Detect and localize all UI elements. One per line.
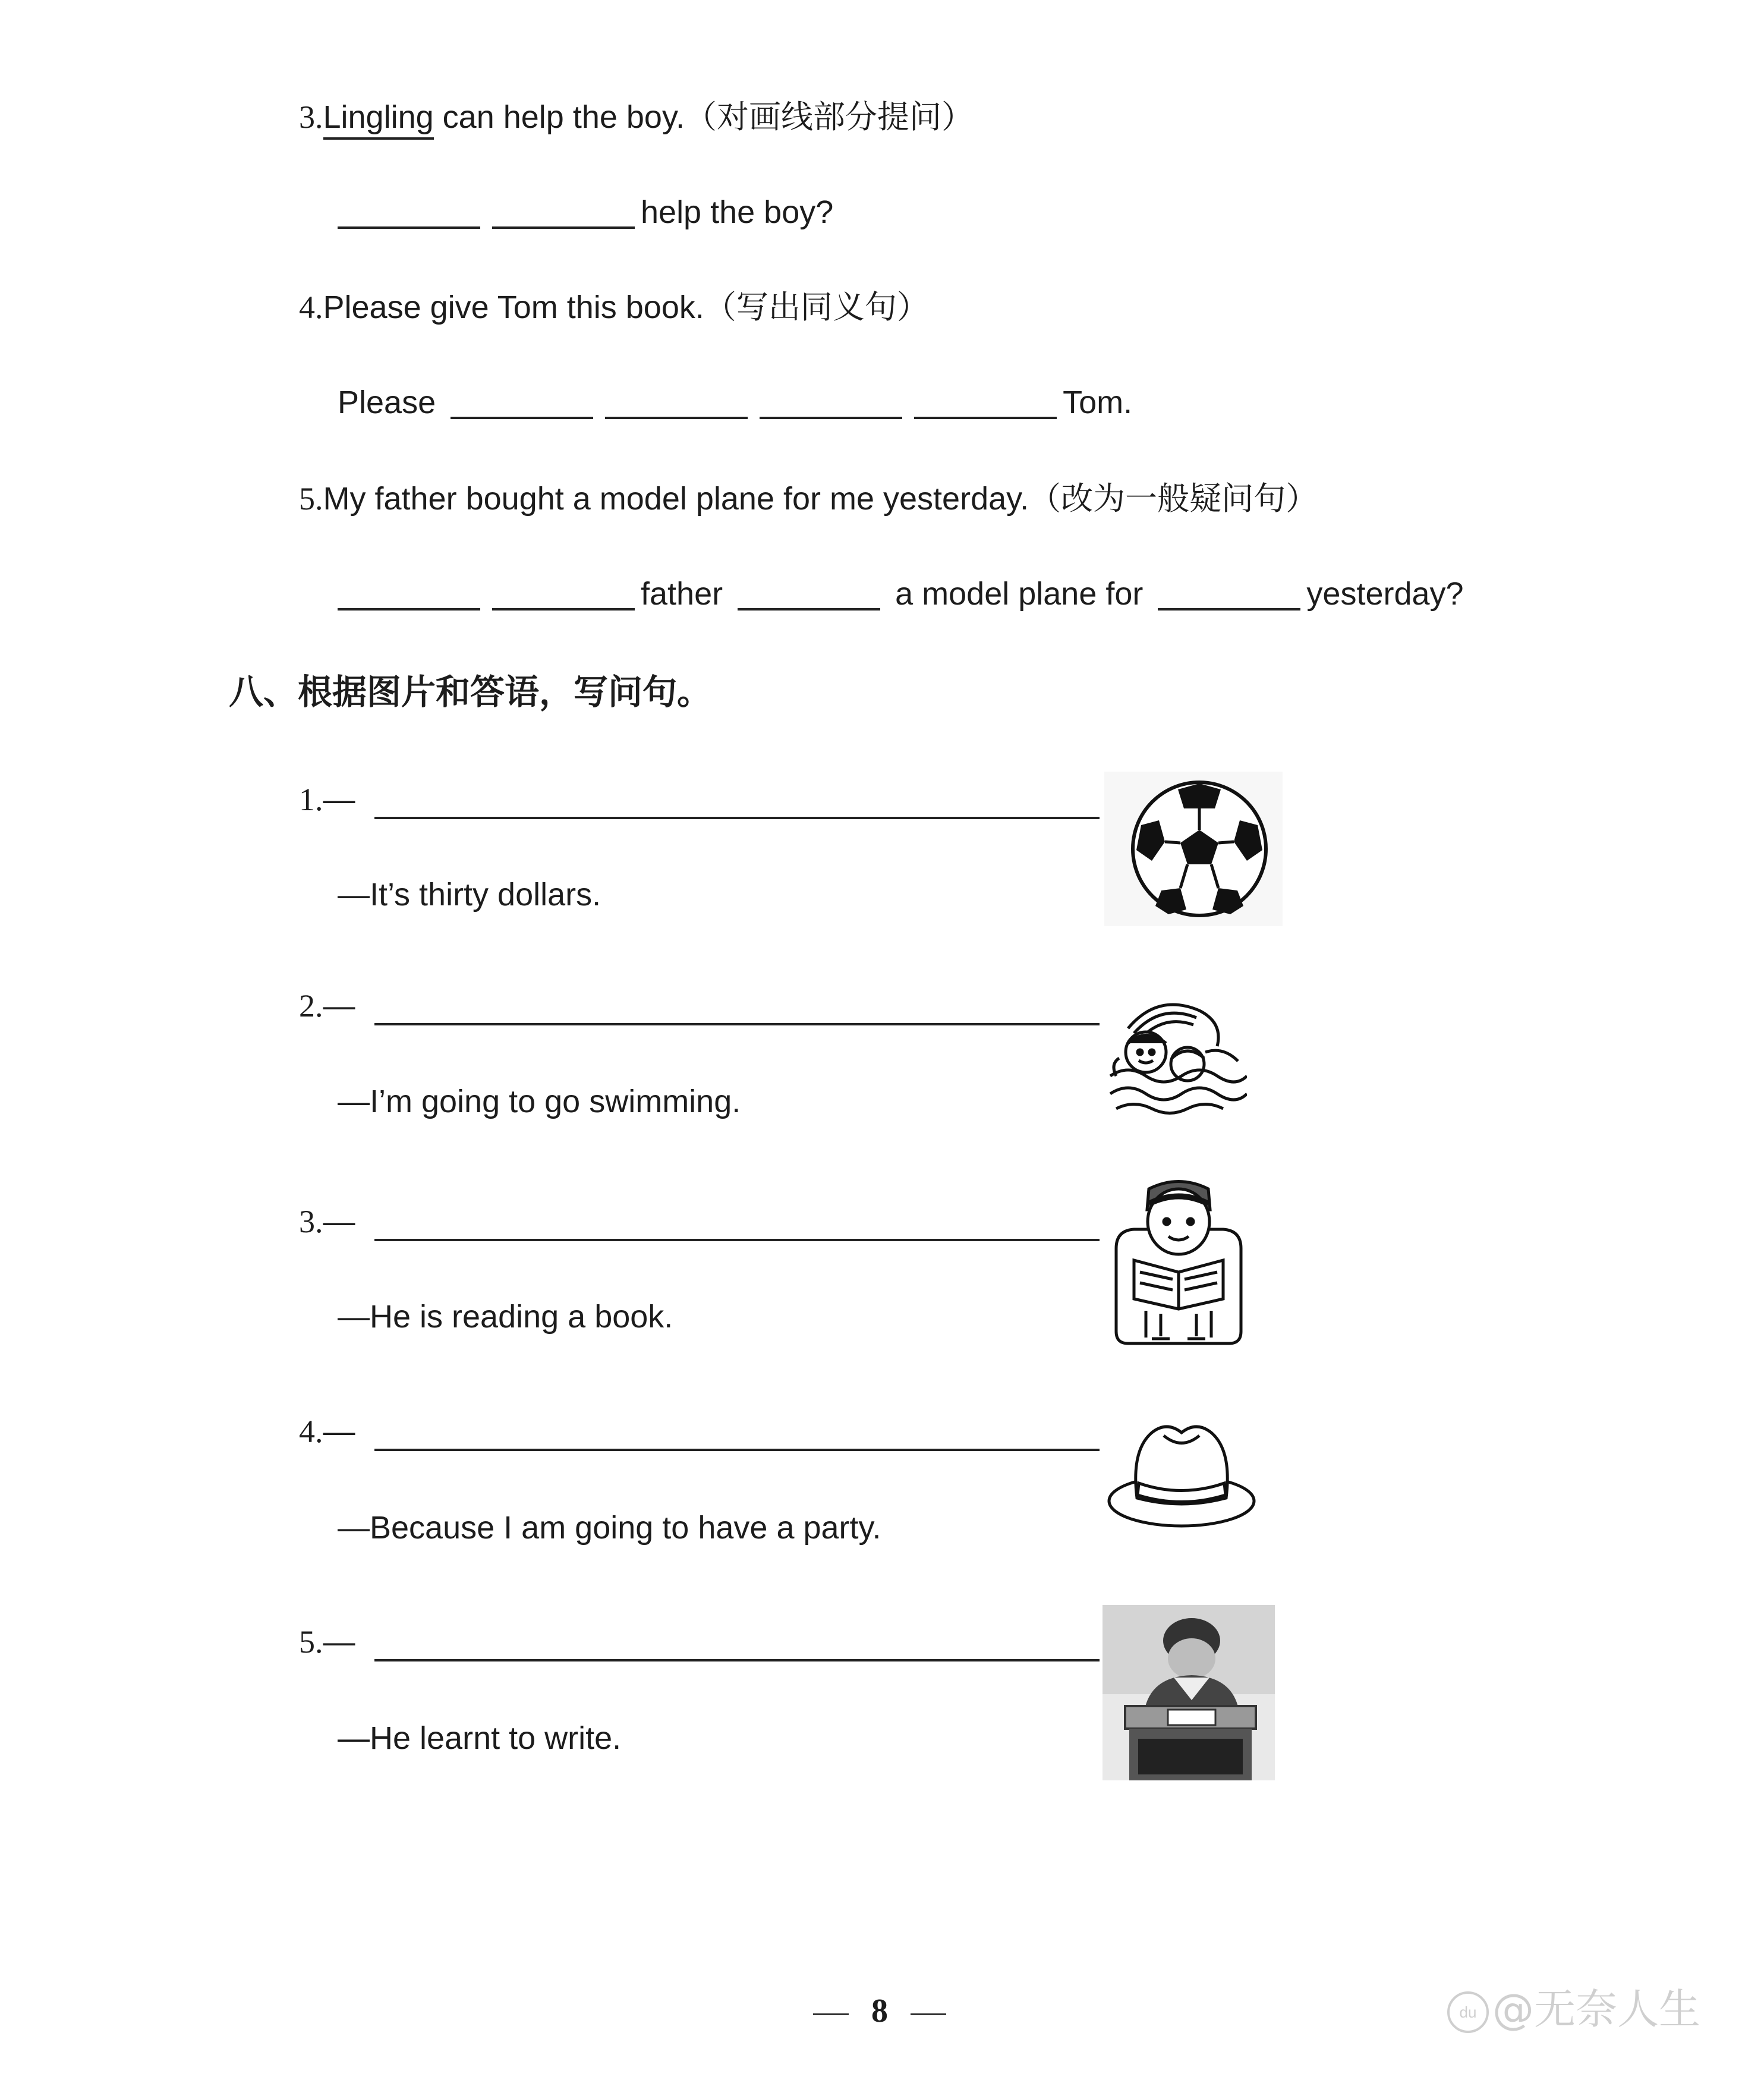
question-3: 3.Lingling can help the boy.（对画线部分提问） xyxy=(299,101,974,133)
answer-blank[interactable] xyxy=(1158,608,1300,610)
answer-5: father a model plane for yesterday? xyxy=(338,578,1464,610)
item-4-question-line[interactable] xyxy=(374,1449,1100,1451)
answer-blank[interactable] xyxy=(914,416,1057,419)
answer-blank[interactable] xyxy=(760,416,902,419)
hat-icon xyxy=(1104,1415,1259,1543)
item-5-question: 5.— xyxy=(299,1624,355,1660)
item-4-question: 4.— xyxy=(299,1414,355,1449)
item-5-answer: —He learnt to write. xyxy=(338,1720,622,1756)
answer-blank[interactable] xyxy=(492,608,635,610)
underlined-word: Lingling xyxy=(323,99,434,140)
item-3-question-line[interactable] xyxy=(374,1239,1100,1241)
item-3-answer: —He is reading a book. xyxy=(338,1299,673,1335)
answer-blank[interactable] xyxy=(738,608,880,610)
answer-blank[interactable] xyxy=(338,608,480,610)
du-logo-icon: du xyxy=(1447,1991,1489,2033)
item-2-answer: —I’m going to go swimming. xyxy=(338,1084,741,1119)
answer-blank[interactable] xyxy=(605,416,748,419)
item-2-question: 2.— xyxy=(299,988,355,1024)
answer-4: Please Tom. xyxy=(338,385,1133,420)
item-4-answer: —Because I am going to have a party. xyxy=(338,1510,881,1546)
item-1-question-line[interactable] xyxy=(374,817,1100,819)
item-3-question: 3.— xyxy=(299,1204,355,1239)
answer-3: help the boy? xyxy=(338,196,833,229)
boy-reading-icon xyxy=(1104,1177,1253,1358)
answer-blank[interactable] xyxy=(338,226,480,229)
item-1-question: 1.— xyxy=(299,782,355,817)
item-1-answer: —It’s thirty dollars. xyxy=(338,877,601,912)
question-5: 5.My father bought a model plane for me yesterday.（改为一般疑问句） xyxy=(299,480,1318,517)
watermark: du @无奈人生 xyxy=(1447,1988,1700,2033)
answer-blank[interactable] xyxy=(492,226,635,229)
soccer-ball-icon xyxy=(1104,772,1283,929)
section-heading: 八、根据图片和答语，写问句。 xyxy=(229,672,712,712)
question-4: 4.Please give Tom this book.（写出同义句） xyxy=(299,288,929,326)
boy-writing-icon xyxy=(1102,1605,1275,1783)
item-5-question-line[interactable] xyxy=(374,1659,1100,1661)
answer-blank[interactable] xyxy=(451,416,593,419)
item-2-question-line[interactable] xyxy=(374,1023,1100,1025)
swimming-children-icon xyxy=(1104,987,1247,1126)
page-number: 8 xyxy=(790,1994,969,2028)
